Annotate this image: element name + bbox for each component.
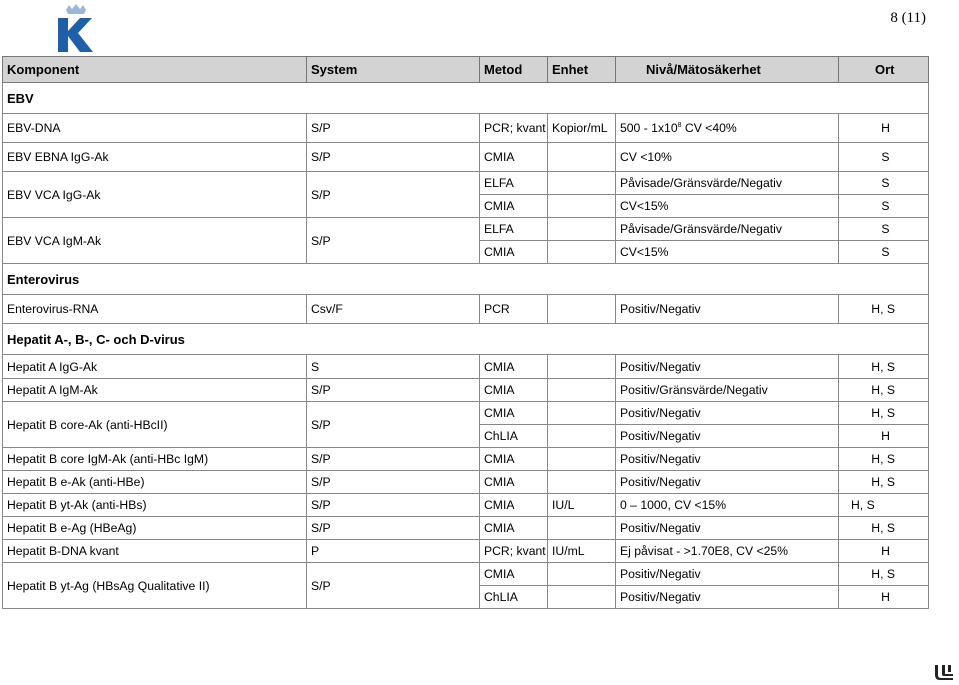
table-header-row xyxy=(3,57,929,83)
cell-niva: Positiv/Negativ xyxy=(616,295,839,324)
cell-metod: CMIA xyxy=(480,517,548,540)
cell-ort: H, S xyxy=(839,355,929,379)
cell-enhet xyxy=(548,425,616,448)
cell-ort: S xyxy=(839,172,929,195)
cell-niva: Påvisade/Gränsvärde/Negativ xyxy=(616,172,839,195)
cell-komponent: Hepatit B yt-Ak (anti-HBs) xyxy=(3,494,307,517)
results-table xyxy=(2,56,929,609)
cell-komponent: Hepatit B yt-Ag (HBsAg Qualitative II) xyxy=(3,563,307,609)
cell-enhet: IU/mL xyxy=(548,540,616,563)
cell-metod: CMIA xyxy=(480,563,548,586)
cell-niva: Positiv/Gränsvärde/Negativ xyxy=(616,379,839,402)
cell-metod: ChLIA xyxy=(480,586,548,609)
cell-ort: H xyxy=(839,586,929,609)
table-row xyxy=(3,379,929,402)
table-row xyxy=(3,448,929,471)
cell-niva: Positiv/Negativ xyxy=(616,355,839,379)
cell-komponent: EBV VCA IgM-Ak xyxy=(3,218,307,264)
table-row xyxy=(3,218,929,241)
cell-niva: Positiv/Negativ xyxy=(616,402,839,425)
cell-enhet xyxy=(548,448,616,471)
cell-enhet xyxy=(548,586,616,609)
section-hepatit: Hepatit A-, B-, C- och D-virus xyxy=(3,324,929,355)
cell-system: P xyxy=(307,540,480,563)
cell-metod: CMIA xyxy=(480,448,548,471)
cell-system: S/P xyxy=(307,471,480,494)
cell-enhet xyxy=(548,195,616,218)
cell-ort: S xyxy=(839,143,929,172)
cell-komponent: Hepatit B e-Ak (anti-HBe) xyxy=(3,471,307,494)
table-row xyxy=(3,517,929,540)
cell-metod: ELFA xyxy=(480,172,548,195)
table-row xyxy=(3,295,929,324)
cell-komponent: Hepatit B core-Ak (anti-HBcII) xyxy=(3,402,307,448)
cell-enhet xyxy=(548,517,616,540)
cell-system: S xyxy=(307,355,480,379)
section-row xyxy=(3,324,929,355)
col-ort: Ort xyxy=(839,57,929,83)
cell-komponent: Hepatit B-DNA kvant xyxy=(3,540,307,563)
cell-system: S/P xyxy=(307,172,480,218)
cell-komponent: Hepatit A IgG-Ak xyxy=(3,355,307,379)
cell-niva: 0 – 1000, CV <15% xyxy=(616,494,839,517)
cell-ort: H, S xyxy=(839,295,929,324)
cell-komponent: Hepatit B core IgM-Ak (anti-HBc IgM) xyxy=(3,448,307,471)
section-row xyxy=(3,83,929,114)
cell-niva: Positiv/Negativ xyxy=(616,471,839,494)
crown-k-logo xyxy=(56,4,96,52)
cell-system: S/P xyxy=(307,143,480,172)
cell-system: S/P xyxy=(307,379,480,402)
cell-niva: Positiv/Negativ xyxy=(616,563,839,586)
cell-niva: Positiv/Negativ xyxy=(616,586,839,609)
section-enterovirus: Enterovirus xyxy=(3,264,929,295)
cell-enhet xyxy=(548,471,616,494)
cell-niva: Positiv/Negativ xyxy=(616,425,839,448)
cell-system: S/P xyxy=(307,402,480,448)
cell-metod: CMIA xyxy=(480,494,548,517)
table-row xyxy=(3,402,929,425)
cell-metod: CMIA xyxy=(480,379,548,402)
cell-enhet: IU/L xyxy=(548,494,616,517)
cell-ort: H xyxy=(839,540,929,563)
cell-metod: ChLIA xyxy=(480,425,548,448)
cell-ort: S xyxy=(839,195,929,218)
cell-metod: CMIA xyxy=(480,402,548,425)
cell-komponent: Enterovirus-RNA xyxy=(3,295,307,324)
table-row xyxy=(3,563,929,586)
cell-komponent: EBV EBNA IgG-Ak xyxy=(3,143,307,172)
cell-niva: Positiv/Negativ xyxy=(616,448,839,471)
cell-metod: ELFA xyxy=(480,218,548,241)
cell-metod: CMIA xyxy=(480,195,548,218)
table-row xyxy=(3,143,929,172)
cell-ort: H, S xyxy=(839,517,929,540)
cell-niva: Ej påvisat - >1.70E8, CV <25% xyxy=(616,540,839,563)
cell-enhet xyxy=(548,402,616,425)
col-enhet: Enhet xyxy=(548,57,616,83)
cell-metod: CMIA xyxy=(480,143,548,172)
cell-ort: H, S xyxy=(839,494,929,517)
cell-ort: H, S xyxy=(839,563,929,586)
table-row xyxy=(3,172,929,195)
cell-ort: H, S xyxy=(839,379,929,402)
cell-enhet xyxy=(548,172,616,195)
col-niva: Nivå/Mätosäkerhet xyxy=(616,57,839,83)
cell-komponent: EBV-DNA xyxy=(3,114,307,143)
col-metod: Metod xyxy=(480,57,548,83)
cell-enhet xyxy=(548,241,616,264)
cell-system: S/P xyxy=(307,448,480,471)
cell-niva: CV<15% xyxy=(616,195,839,218)
cell-enhet xyxy=(548,379,616,402)
table-row xyxy=(3,540,929,563)
section-row xyxy=(3,264,929,295)
cell-niva: Påvisade/Gränsvärde/Negativ xyxy=(616,218,839,241)
col-komponent: Komponent xyxy=(3,57,307,83)
niva-cv: CV <40% xyxy=(681,121,737,135)
cell-ort: S xyxy=(839,241,929,264)
cell-niva: Positiv/Negativ xyxy=(616,517,839,540)
cell-system: S/P xyxy=(307,114,480,143)
cell-niva xyxy=(616,114,839,143)
cell-komponent: Hepatit B e-Ag (HBeAg) xyxy=(3,517,307,540)
cell-metod: PCR xyxy=(480,295,548,324)
cell-niva: CV<15% xyxy=(616,241,839,264)
cell-ort: H, S xyxy=(839,448,929,471)
cell-metod: CMIA xyxy=(480,241,548,264)
section-ebv: EBV xyxy=(3,83,929,114)
niva-exponent: 8 xyxy=(677,121,682,129)
table-row xyxy=(3,494,929,517)
table-row xyxy=(3,355,929,379)
cell-enhet xyxy=(548,355,616,379)
table-row xyxy=(3,471,929,494)
cell-enhet: Kopior/mL xyxy=(548,114,616,143)
cell-metod: PCR; kvant xyxy=(480,114,548,143)
cell-enhet xyxy=(548,295,616,324)
cell-ort: H xyxy=(839,114,929,143)
cell-metod: CMIA xyxy=(480,355,548,379)
cell-enhet xyxy=(548,563,616,586)
cell-ort: H, S xyxy=(839,471,929,494)
col-system: System xyxy=(307,57,480,83)
cell-system: S/P xyxy=(307,517,480,540)
cell-komponent: EBV VCA IgG-Ak xyxy=(3,172,307,218)
cell-niva: CV <10% xyxy=(616,143,839,172)
table-row xyxy=(3,114,929,143)
cell-metod: CMIA xyxy=(480,471,548,494)
cell-komponent: Hepatit A IgM-Ak xyxy=(3,379,307,402)
cell-system: Csv/F xyxy=(307,295,480,324)
cell-ort: H, S xyxy=(839,402,929,425)
footer-emblem-icon xyxy=(933,663,955,683)
cell-enhet xyxy=(548,218,616,241)
page-number: 8 (11) xyxy=(890,10,926,26)
cell-enhet xyxy=(548,143,616,172)
cell-metod: PCR; kvant xyxy=(480,540,548,563)
cell-system: S/P xyxy=(307,494,480,517)
cell-system: S/P xyxy=(307,218,480,264)
niva-base: 500 - 1x10 xyxy=(620,121,678,135)
cell-system: S/P xyxy=(307,563,480,609)
cell-ort: S xyxy=(839,218,929,241)
cell-ort: H xyxy=(839,425,929,448)
